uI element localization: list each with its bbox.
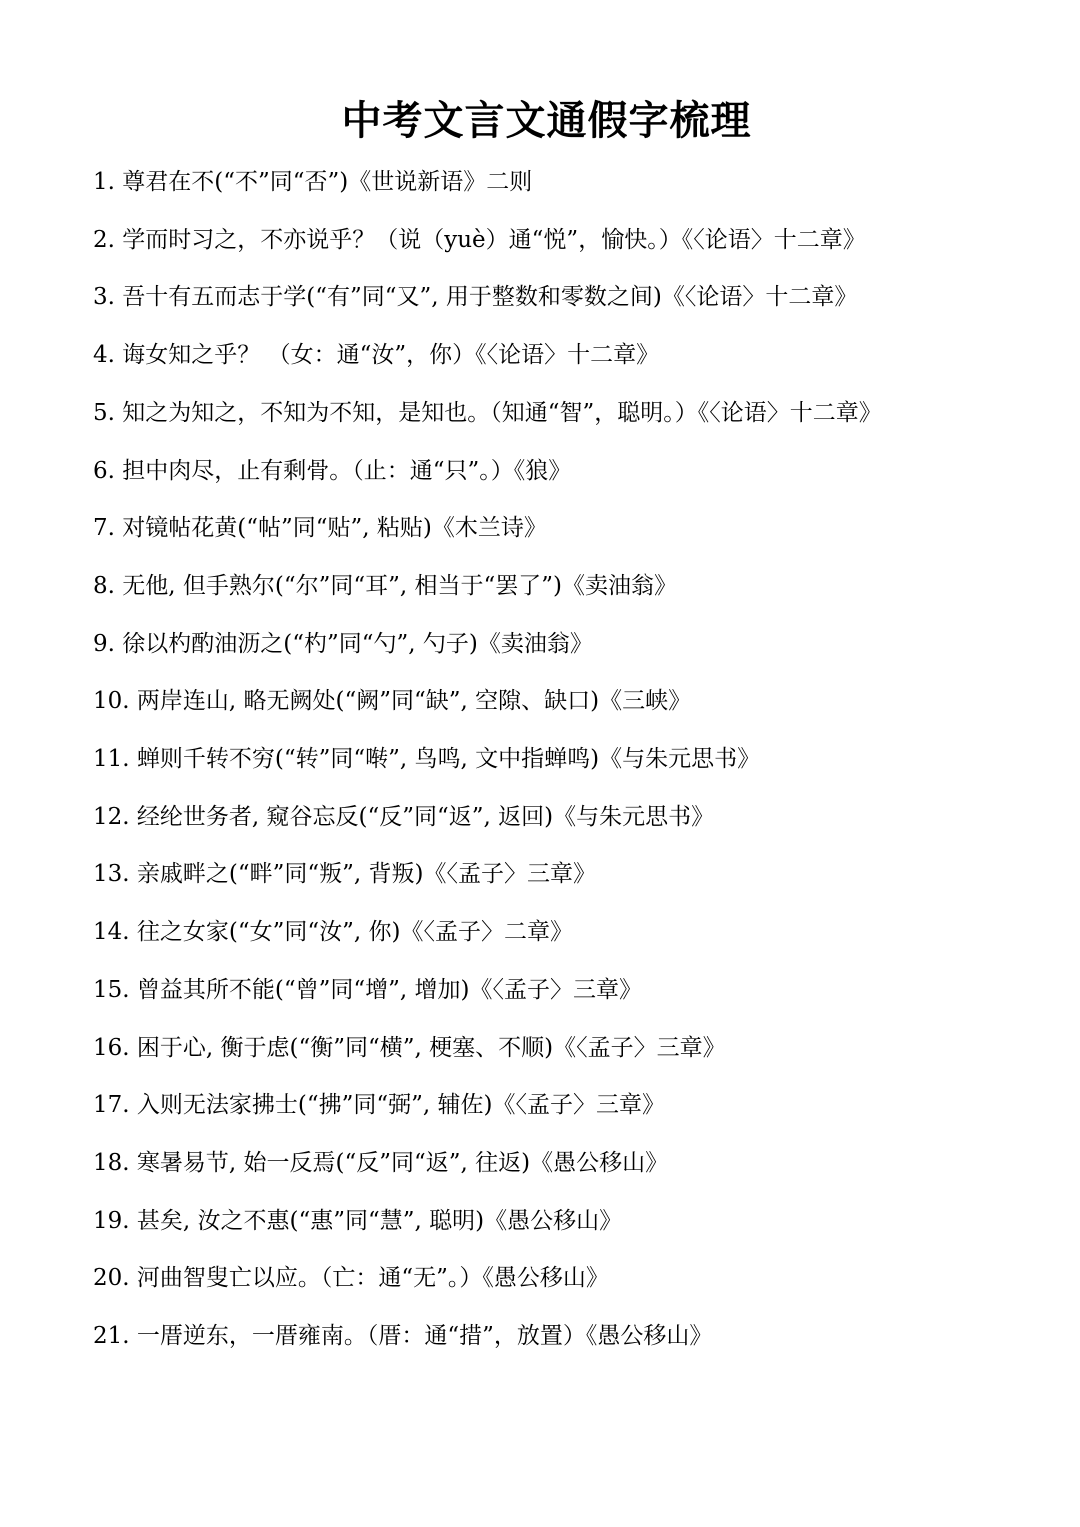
list-item: 4. 诲女知之乎？ （女：通“汝”，你）《〈论语〉十二章》 — [93, 342, 660, 369]
list-item: 10. 两岸连山, 略无阙处(“阙”同“缺”, 空隙、缺口)《三峡》 — [93, 688, 692, 715]
list-item: 12. 经纶世务者, 窥谷忘反(“反”同“返”, 返回)《与朱元思书》 — [93, 803, 715, 830]
list-item: 3. 吾十有五而志于学(“有”同“又”, 用于整数和零数之间)《〈论语〉十二章》 — [93, 284, 858, 311]
list-item: 20. 河曲智叟亡以应。（亡：通“无”。）《愚公移山》 — [93, 1265, 609, 1292]
list-item: 14. 往之女家(“女”同“汝”, 你)《〈孟子〉二章》 — [93, 919, 573, 946]
list-item: 6. 担中肉尽，止有剩骨。（止：通“只”。）《狼》 — [93, 457, 572, 484]
item-list — [93, 154, 1000, 1366]
list-item: 1. 尊君在不(“不”同“否”)《世说新语》二则 — [93, 169, 533, 195]
list-item: 16. 困于心, 衡于虑(“衡”同“横”, 梗塞、不顺)《〈孟子〉三章》 — [93, 1034, 726, 1061]
page-title: 中考文言文通假字梳理 — [341, 97, 752, 144]
list-item: 2. 学而时习之，不亦说乎？（说（yuè）通“悦”，愉快。）《〈论语〉十二章》 — [93, 226, 866, 253]
list-item: 18. 寒暑易节, 始一反焉(“反”同“返”, 往返)《愚公移山》 — [93, 1149, 669, 1176]
list-item: 7. 对镜帖花黄(“帖”同“贴”, 粘贴)《木兰诗》 — [93, 515, 547, 542]
list-item: 17. 入则无法家拂士(“拂”同“弼”, 辅佐)《〈孟子〉三章》 — [93, 1092, 665, 1119]
list-item: 8. 无他, 但手熟尔(“尔”同“耳”, 相当于“罢了”)《卖油翁》 — [93, 572, 677, 599]
list-item: 9. 徐以杓酌油沥之(“杓”同“勺”, 勺子)《卖油翁》 — [93, 630, 593, 657]
list-item: 13. 亲戚畔之(“畔”同“叛”, 背叛)《〈孟子〉三章》 — [93, 861, 596, 888]
list-item: 19. 甚矣, 汝之不惠(“惠”同“慧”, 聪明)《愚公移山》 — [93, 1207, 623, 1234]
list-item: 11. 蝉则千转不穷(“转”同“啭”, 鸟鸣, 文中指蝉鸣)《与朱元思书》 — [93, 746, 761, 773]
list-item: 15. 曾益其所不能(“曾”同“增”, 增加)《〈孟子〉三章》 — [93, 976, 642, 1003]
list-item: 21. 一厝逆东，一厝雍南。（厝：通“措”，放置）《愚公移山》 — [93, 1323, 713, 1350]
list-item: 5. 知之为知之，不知为不知，是知也。（知通“智”，聪明。）《〈论语〉十二章》 — [93, 399, 882, 426]
